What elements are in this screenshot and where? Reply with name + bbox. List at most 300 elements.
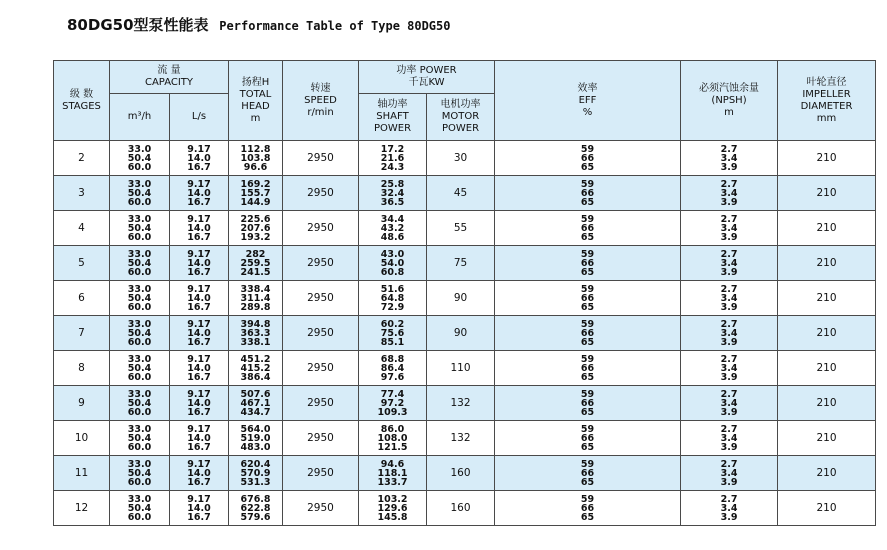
cell-motor-power: 132 (427, 421, 495, 456)
cell-capacity-m3h (110, 351, 170, 386)
cell-eff-value: 65 (580, 266, 595, 278)
cell-eff (495, 456, 681, 491)
cell-shaft-power-value: 43.2 (380, 222, 405, 234)
cell-eff-value: 66 (580, 152, 595, 164)
cell-capacity-m3h-value: 60.0 (127, 406, 152, 418)
cell-impeller-diameter: 210 (778, 176, 876, 211)
table-row (54, 456, 876, 491)
cell-shaft-power-value: 97.6 (380, 371, 405, 383)
cell-capacity-ls-value: 16.7 (187, 231, 211, 243)
cell-capacity-m3h-value: 33.0 (127, 423, 152, 435)
cell-head-value: 259.5 (240, 257, 271, 269)
cell-stage: 3 (54, 176, 110, 211)
cell-npsh-value: 2.7 (720, 458, 738, 470)
cell-eff-value: 66 (580, 257, 595, 269)
cell-eff-value: 66 (580, 467, 595, 479)
cell-eff-value: 66 (580, 292, 595, 304)
cell-shaft-power (359, 211, 427, 246)
cell-motor-power: 90 (427, 316, 495, 351)
header-motor-power: 电机功率 MOTOR POWER (427, 94, 495, 141)
cell-npsh-value: 2.7 (720, 493, 738, 505)
cell-head-value: 579.6 (240, 511, 271, 523)
cell-shaft-power-value: 133.7 (377, 476, 408, 488)
cell-capacity-ls-value: 16.7 (187, 301, 211, 313)
cell-stage: 7 (54, 316, 110, 351)
cell-capacity-ls-value: 9.17 (187, 318, 211, 330)
cell-eff-value: 59 (580, 423, 595, 435)
cell-capacity-ls-value: 9.17 (187, 213, 211, 225)
cell-head-value: 363.3 (240, 327, 271, 339)
cell-capacity-m3h-value: 60.0 (127, 301, 152, 313)
cell-head-value: 338.4 (240, 283, 271, 295)
cell-impeller-diameter: 210 (778, 351, 876, 386)
cell-capacity-ls-value: 9.17 (187, 353, 211, 365)
cell-head (229, 281, 283, 316)
cell-eff-value: 59 (580, 143, 595, 155)
cell-capacity-m3h-value: 60.0 (127, 371, 152, 383)
cell-head-value: 338.1 (240, 336, 271, 348)
cell-npsh-value: 2.7 (720, 178, 738, 190)
cell-shaft-power (359, 456, 427, 491)
cell-eff-value: 59 (580, 178, 595, 190)
cell-head-value: 282 (245, 248, 266, 260)
cell-shaft-power-value: 51.6 (380, 283, 405, 295)
cell-eff-value: 59 (580, 318, 595, 330)
cell-head-value: 169.2 (240, 178, 271, 190)
cell-eff-value: 65 (580, 161, 595, 173)
cell-shaft-power-value: 68.8 (380, 353, 405, 365)
cell-head-value: 386.4 (240, 371, 271, 383)
cell-capacity-ls (170, 421, 229, 456)
cell-capacity-m3h (110, 386, 170, 421)
cell-capacity-ls-value: 14.0 (187, 222, 211, 234)
cell-head-value: 467.1 (240, 397, 271, 409)
cell-npsh (681, 281, 778, 316)
cell-capacity-ls-value: 9.17 (187, 143, 211, 155)
cell-capacity-ls-value: 9.17 (187, 423, 211, 435)
cell-eff-value: 66 (580, 502, 595, 514)
cell-npsh (681, 246, 778, 281)
cell-eff-value: 66 (580, 432, 595, 444)
cell-eff-value: 66 (580, 397, 595, 409)
cell-head (229, 491, 283, 526)
cell-eff (495, 176, 681, 211)
cell-capacity-m3h-value: 50.4 (127, 397, 152, 409)
cell-impeller-diameter: 210 (778, 141, 876, 176)
cell-stage: 10 (54, 421, 110, 456)
cell-capacity-ls-value: 16.7 (187, 511, 211, 523)
cell-speed: 2950 (283, 351, 359, 386)
cell-capacity-ls-value: 9.17 (187, 388, 211, 400)
cell-head-value: 155.7 (240, 187, 271, 199)
cell-head-value: 112.8 (240, 143, 271, 155)
cell-stage: 11 (54, 456, 110, 491)
table-row (54, 141, 876, 176)
cell-speed: 2950 (283, 316, 359, 351)
cell-shaft-power-value: 17.2 (380, 143, 405, 155)
cell-shaft-power-value: 86.4 (380, 362, 405, 374)
cell-npsh (681, 351, 778, 386)
cell-head-value: 225.6 (240, 213, 271, 225)
cell-eff-value: 59 (580, 283, 595, 295)
cell-capacity-ls (170, 246, 229, 281)
cell-shaft-power-value: 36.5 (380, 196, 405, 208)
cell-capacity-m3h (110, 141, 170, 176)
cell-impeller-diameter: 210 (778, 491, 876, 526)
cell-head-value: 620.4 (240, 458, 271, 470)
cell-head-value: 483.0 (240, 441, 271, 453)
cell-capacity-m3h-value: 50.4 (127, 502, 152, 514)
header-npsh: 必须汽蚀余量 (NPSH) m (681, 61, 778, 141)
cell-capacity-m3h-value: 50.4 (127, 187, 152, 199)
cell-capacity-m3h-value: 33.0 (127, 213, 152, 225)
cell-capacity-m3h-value: 60.0 (127, 266, 152, 278)
cell-head-value: 394.8 (240, 318, 271, 330)
table-header (54, 61, 876, 141)
cell-capacity-ls (170, 386, 229, 421)
cell-shaft-power-value: 48.6 (380, 231, 405, 243)
cell-npsh-value: 3.9 (720, 231, 738, 243)
cell-npsh-value: 3.4 (720, 397, 738, 409)
cell-motor-power: 90 (427, 281, 495, 316)
cell-shaft-power (359, 176, 427, 211)
cell-eff-value: 65 (580, 196, 595, 208)
cell-capacity-ls (170, 456, 229, 491)
cell-shaft-power (359, 351, 427, 386)
cell-npsh-value: 2.7 (720, 213, 738, 225)
cell-npsh-value: 3.9 (720, 266, 738, 278)
header-impeller: 叶轮直径 IMPELLER DIAMETER mm (778, 61, 876, 141)
cell-capacity-m3h-value: 33.0 (127, 178, 152, 190)
cell-head (229, 211, 283, 246)
cell-motor-power: 45 (427, 176, 495, 211)
cell-stage: 5 (54, 246, 110, 281)
header-head: 扬程H TOTAL HEAD m (229, 61, 283, 141)
cell-head-value: 434.7 (240, 406, 271, 418)
cell-npsh-value: 3.4 (720, 432, 738, 444)
cell-capacity-m3h-value: 50.4 (127, 467, 152, 479)
cell-shaft-power-value: 25.8 (380, 178, 405, 190)
cell-npsh-value: 2.7 (720, 318, 738, 330)
cell-stage: 9 (54, 386, 110, 421)
cell-eff (495, 421, 681, 456)
cell-shaft-power-value: 94.6 (380, 458, 405, 470)
cell-eff-value: 65 (580, 441, 595, 453)
cell-eff-value: 65 (580, 301, 595, 313)
cell-eff-value: 59 (580, 353, 595, 365)
cell-head-value: 289.8 (240, 301, 271, 313)
cell-capacity-m3h-value: 33.0 (127, 388, 152, 400)
cell-npsh-value: 3.9 (720, 161, 738, 173)
cell-capacity-m3h (110, 316, 170, 351)
cell-npsh-value: 3.4 (720, 257, 738, 269)
page-title (67, 14, 450, 35)
cell-eff-value: 65 (580, 336, 595, 348)
cell-npsh-value: 2.7 (720, 423, 738, 435)
cell-npsh-value: 3.9 (720, 476, 738, 488)
cell-shaft-power-value: 21.6 (380, 152, 405, 164)
cell-shaft-power-value: 75.6 (380, 327, 405, 339)
cell-npsh-value: 3.4 (720, 362, 738, 374)
cell-capacity-ls-value: 14.0 (187, 292, 211, 304)
cell-npsh-value: 3.9 (720, 301, 738, 313)
title-english: Performance Table of Type 80DG50 (219, 19, 451, 33)
cell-npsh-value: 3.9 (720, 511, 738, 523)
cell-head-value: 193.2 (240, 231, 271, 243)
cell-capacity-ls-value: 14.0 (187, 187, 211, 199)
cell-head-value: 103.8 (240, 152, 271, 164)
cell-capacity-m3h (110, 246, 170, 281)
cell-capacity-ls-value: 16.7 (187, 441, 211, 453)
cell-shaft-power-value: 60.8 (380, 266, 405, 278)
cell-stage: 4 (54, 211, 110, 246)
cell-npsh (681, 491, 778, 526)
cell-capacity-m3h-value: 60.0 (127, 196, 152, 208)
cell-shaft-power-value: 118.1 (377, 467, 408, 479)
cell-npsh (681, 316, 778, 351)
cell-capacity-ls-value: 16.7 (187, 336, 211, 348)
cell-capacity-ls (170, 351, 229, 386)
cell-shaft-power-value: 24.3 (380, 161, 405, 173)
cell-motor-power: 55 (427, 211, 495, 246)
table-row (54, 316, 876, 351)
cell-capacity-m3h (110, 176, 170, 211)
cell-capacity-m3h-value: 60.0 (127, 336, 152, 348)
cell-capacity-ls-value: 14.0 (187, 362, 211, 374)
cell-stage: 8 (54, 351, 110, 386)
cell-capacity-ls-value: 9.17 (187, 493, 211, 505)
cell-npsh-value: 3.9 (720, 371, 738, 383)
cell-shaft-power-value: 34.4 (380, 213, 405, 225)
cell-impeller-diameter: 210 (778, 421, 876, 456)
cell-eff (495, 141, 681, 176)
cell-eff-value: 66 (580, 362, 595, 374)
table-row (54, 281, 876, 316)
cell-capacity-ls-value: 14.0 (187, 257, 211, 269)
table-row (54, 246, 876, 281)
cell-capacity-ls (170, 211, 229, 246)
cell-shaft-power-value: 72.9 (380, 301, 405, 313)
table-body (54, 141, 876, 526)
cell-capacity-m3h-value: 50.4 (127, 222, 152, 234)
table-row (54, 491, 876, 526)
cell-npsh-value: 2.7 (720, 248, 738, 260)
cell-capacity-ls-value: 14.0 (187, 467, 211, 479)
cell-head-value: 531.3 (240, 476, 271, 488)
cell-capacity-ls-value: 9.17 (187, 248, 211, 260)
cell-eff-value: 65 (580, 371, 595, 383)
cell-npsh-value: 3.4 (720, 502, 738, 514)
cell-head (229, 176, 283, 211)
cell-npsh-value: 3.4 (720, 152, 738, 164)
cell-head-value: 451.2 (240, 353, 271, 365)
cell-capacity-ls-value: 16.7 (187, 266, 211, 278)
cell-head-value: 676.8 (240, 493, 271, 505)
cell-capacity-m3h-value: 60.0 (127, 161, 152, 173)
cell-capacity-ls-value: 14.0 (187, 327, 211, 339)
cell-capacity-ls-value: 14.0 (187, 432, 211, 444)
cell-motor-power: 75 (427, 246, 495, 281)
cell-capacity-m3h-value: 33.0 (127, 248, 152, 260)
cell-npsh-value: 3.9 (720, 336, 738, 348)
cell-npsh-value: 3.4 (720, 327, 738, 339)
cell-eff (495, 386, 681, 421)
cell-shaft-power-value: 60.2 (380, 318, 405, 330)
cell-capacity-ls (170, 316, 229, 351)
cell-capacity-m3h-value: 50.4 (127, 327, 152, 339)
cell-capacity-m3h-value: 50.4 (127, 257, 152, 269)
cell-npsh (681, 176, 778, 211)
cell-head-value: 415.2 (240, 362, 271, 374)
cell-capacity-m3h-value: 60.0 (127, 511, 152, 523)
table-row (54, 421, 876, 456)
title-chinese: 80DG50型泵性能表 (67, 16, 209, 34)
cell-npsh-value: 3.4 (720, 222, 738, 234)
cell-capacity-m3h-value: 60.0 (127, 441, 152, 453)
cell-impeller-diameter: 210 (778, 386, 876, 421)
cell-capacity-ls-value: 9.17 (187, 283, 211, 295)
cell-shaft-power (359, 316, 427, 351)
performance-table (53, 60, 876, 526)
cell-shaft-power-value: 85.1 (380, 336, 405, 348)
cell-shaft-power-value: 54.0 (380, 257, 405, 269)
cell-capacity-m3h (110, 211, 170, 246)
cell-capacity-ls (170, 281, 229, 316)
cell-capacity-m3h-value: 33.0 (127, 318, 152, 330)
cell-speed: 2950 (283, 421, 359, 456)
header-capacity-m3h: m³/h (110, 94, 170, 141)
table-row (54, 211, 876, 246)
cell-eff-value: 59 (580, 458, 595, 470)
cell-capacity-m3h (110, 456, 170, 491)
header-capacity-ls: L/s (170, 94, 229, 141)
cell-eff-value: 59 (580, 493, 595, 505)
cell-eff-value: 66 (580, 327, 595, 339)
cell-capacity-m3h-value: 60.0 (127, 476, 152, 488)
cell-eff-value: 59 (580, 248, 595, 260)
cell-shaft-power (359, 491, 427, 526)
cell-capacity-ls-value: 14.0 (187, 502, 211, 514)
header-shaft-power: 轴功率 SHAFT POWER (359, 94, 427, 141)
cell-stage: 6 (54, 281, 110, 316)
cell-shaft-power (359, 246, 427, 281)
cell-speed: 2950 (283, 211, 359, 246)
cell-capacity-ls-value: 14.0 (187, 397, 211, 409)
cell-capacity-m3h-value: 50.4 (127, 152, 152, 164)
cell-speed: 2950 (283, 141, 359, 176)
cell-eff-value: 65 (580, 231, 595, 243)
cell-capacity-m3h-value: 33.0 (127, 283, 152, 295)
cell-eff-value: 65 (580, 476, 595, 488)
cell-impeller-diameter: 210 (778, 281, 876, 316)
cell-speed: 2950 (283, 386, 359, 421)
cell-shaft-power (359, 141, 427, 176)
cell-capacity-ls-value: 16.7 (187, 371, 211, 383)
cell-shaft-power-value: 121.5 (377, 441, 408, 453)
cell-head-value: 570.9 (240, 467, 271, 479)
cell-head-value: 519.0 (240, 432, 271, 444)
cell-capacity-ls-value: 16.7 (187, 406, 211, 418)
cell-capacity-ls-value: 16.7 (187, 161, 211, 173)
cell-npsh (681, 456, 778, 491)
cell-npsh-value: 3.4 (720, 187, 738, 199)
cell-capacity-ls-value: 9.17 (187, 178, 211, 190)
cell-speed: 2950 (283, 456, 359, 491)
cell-eff-value: 59 (580, 388, 595, 400)
cell-eff (495, 281, 681, 316)
cell-eff (495, 316, 681, 351)
cell-head (229, 351, 283, 386)
cell-npsh-value: 2.7 (720, 283, 738, 295)
cell-capacity-m3h-value: 50.4 (127, 292, 152, 304)
cell-shaft-power-value: 32.4 (380, 187, 405, 199)
table-row (54, 176, 876, 211)
cell-eff-value: 66 (580, 222, 595, 234)
cell-motor-power: 160 (427, 456, 495, 491)
cell-shaft-power-value: 86.0 (380, 423, 405, 435)
cell-shaft-power (359, 281, 427, 316)
cell-stage: 2 (54, 141, 110, 176)
cell-npsh (681, 421, 778, 456)
cell-shaft-power (359, 386, 427, 421)
cell-motor-power: 132 (427, 386, 495, 421)
cell-npsh (681, 386, 778, 421)
cell-npsh-value: 2.7 (720, 353, 738, 365)
header-stages: 级 数 STAGES (54, 61, 110, 141)
cell-head (229, 141, 283, 176)
cell-speed: 2950 (283, 491, 359, 526)
cell-capacity-m3h (110, 491, 170, 526)
cell-capacity-m3h-value: 50.4 (127, 432, 152, 444)
cell-shaft-power-value: 129.6 (377, 502, 408, 514)
cell-eff (495, 211, 681, 246)
cell-shaft-power-value: 108.0 (377, 432, 408, 444)
cell-capacity-ls (170, 176, 229, 211)
cell-head-value: 507.6 (240, 388, 271, 400)
cell-capacity-ls-value: 9.17 (187, 458, 211, 470)
cell-shaft-power-value: 109.3 (377, 406, 408, 418)
cell-head-value: 144.9 (240, 196, 271, 208)
cell-speed: 2950 (283, 176, 359, 211)
cell-eff (495, 351, 681, 386)
cell-capacity-m3h (110, 421, 170, 456)
cell-impeller-diameter: 210 (778, 211, 876, 246)
cell-motor-power: 110 (427, 351, 495, 386)
cell-eff-value: 65 (580, 511, 595, 523)
cell-stage: 12 (54, 491, 110, 526)
cell-npsh-value: 3.9 (720, 406, 738, 418)
cell-head (229, 316, 283, 351)
cell-capacity-m3h-value: 60.0 (127, 231, 152, 243)
table-row (54, 351, 876, 386)
table-row (54, 386, 876, 421)
header-power: 功率 POWER 千瓦KW (359, 61, 495, 94)
cell-capacity-ls-value: 16.7 (187, 196, 211, 208)
cell-shaft-power-value: 77.4 (380, 388, 405, 400)
cell-capacity-m3h-value: 33.0 (127, 493, 152, 505)
cell-npsh-value: 3.9 (720, 441, 738, 453)
cell-shaft-power-value: 64.8 (380, 292, 405, 304)
cell-head-value: 207.6 (240, 222, 271, 234)
cell-shaft-power (359, 421, 427, 456)
cell-npsh (681, 211, 778, 246)
cell-head (229, 386, 283, 421)
cell-impeller-diameter: 210 (778, 456, 876, 491)
header-capacity: 流 量 CAPACITY (110, 61, 229, 94)
cell-speed: 2950 (283, 246, 359, 281)
cell-capacity-ls (170, 141, 229, 176)
cell-capacity-ls (170, 491, 229, 526)
